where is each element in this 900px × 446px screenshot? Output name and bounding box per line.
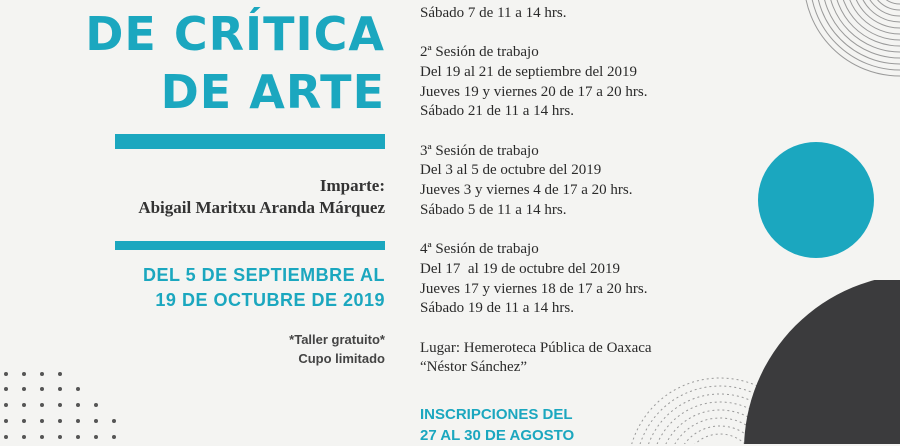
registration-line-2: 27 AL 30 DE AGOSTO [420, 427, 575, 444]
instructor-label: Imparte: [319, 176, 385, 195]
title-line-2: DE ARTE [160, 65, 385, 119]
session-4-range: Del 17 al 19 de octubre del 2019 [420, 260, 620, 277]
date-range-line-2: 19 DE OCTUBRE DE 2019 [155, 290, 385, 310]
date-range-line-1: DEL 5 DE SEPTIEMBRE AL [142, 265, 385, 285]
session-4-weekday: Jueves 17 y viernes 18 de 17 a 20 hrs. [420, 280, 648, 297]
free-workshop-note: *Taller gratuito* [289, 332, 385, 347]
title-divider [115, 134, 385, 149]
venue-line-1: Lugar: Hemeroteca Pública de Oaxaca [420, 339, 652, 356]
concentric-arcs-decoration [790, 0, 900, 80]
registration-line-1: INSCRIPCIONES DEL [420, 406, 573, 423]
limited-capacity-note: Cupo limitado [298, 351, 385, 366]
session-2-weekday: Jueves 19 y viernes 20 de 17 a 20 hrs. [420, 83, 648, 100]
session-3-weekday: Jueves 3 y viernes 4 de 17 a 20 hrs. [420, 182, 633, 198]
dark-circle-decoration [720, 280, 900, 444]
title-line-1: DE CRÍTICA [85, 7, 385, 61]
session-3-range: Del 3 al 5 de octubre del 2019 [420, 162, 602, 179]
schedule-list [420, 0, 652, 378]
dot-grid-decoration [0, 368, 140, 444]
session-2-saturday: Sábado 21 de 11 a 14 hrs. [420, 103, 574, 120]
venue-line-2: “Néstor Sánchez” [420, 359, 528, 376]
instructor-block [138, 175, 385, 219]
session-4-title: 4ª Sesión de trabajo [420, 241, 539, 258]
session-1-saturday: Sábado 7 de 11 a 14 hrs. [420, 4, 567, 21]
instructor-name: Abigail Maritxu Aranda Márquez [138, 198, 385, 217]
instructor-divider [115, 241, 385, 250]
registration-block [420, 404, 574, 446]
session-2-title: 2ª Sesión de trabajo [420, 44, 539, 61]
session-4-saturday: Sábado 19 de 11 a 14 hrs. [420, 300, 574, 317]
teal-circle-decoration [756, 140, 876, 260]
session-2-range: Del 19 al 21 de septiembre del 2019 [420, 63, 638, 80]
notes-block [289, 330, 385, 368]
session-3-saturday: Sábado 5 de 11 a 14 hrs. [420, 201, 567, 218]
date-range [143, 263, 385, 313]
session-3-title: 3ª Sesión de trabajo [420, 142, 539, 159]
